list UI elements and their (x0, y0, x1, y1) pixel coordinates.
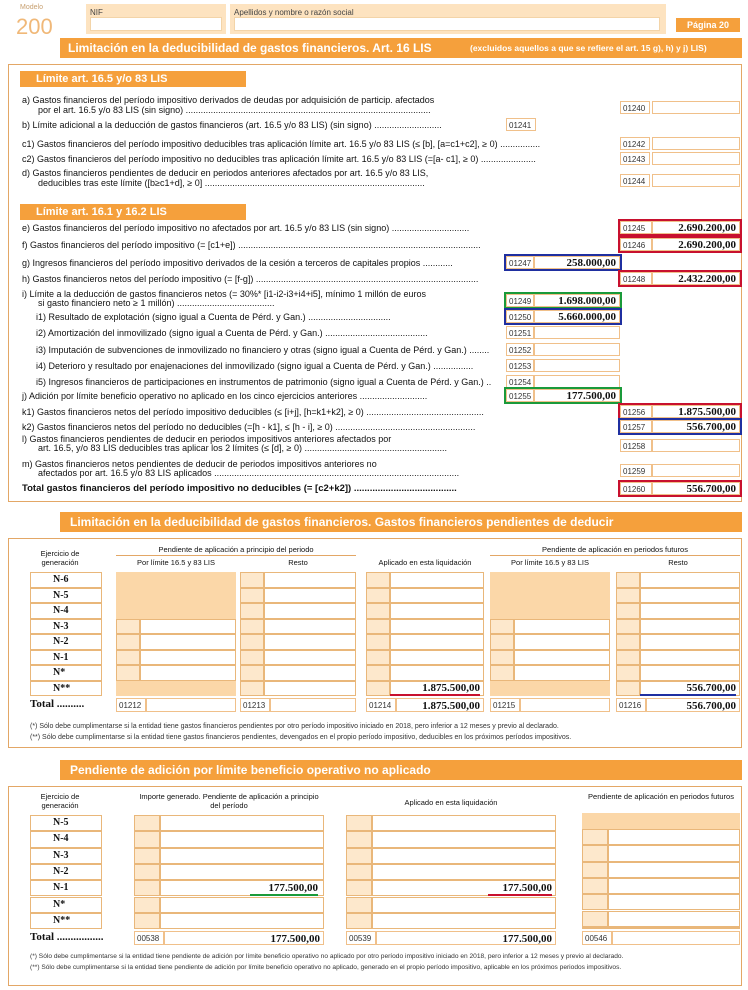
row-strip (490, 603, 514, 619)
amount-cell[interactable] (264, 634, 356, 650)
col-futuros-header: Pendiente de aplicación en periodos futuros (588, 792, 734, 801)
shaded-header (582, 813, 740, 829)
row-strip (366, 634, 390, 650)
amount-cell[interactable] (640, 634, 740, 650)
amount-field[interactable] (652, 152, 740, 165)
total-code: 00546 (582, 931, 612, 945)
amount-cell[interactable] (514, 572, 610, 588)
row-strip (240, 588, 264, 604)
amount-cell[interactable] (640, 619, 740, 635)
row-strip (582, 911, 608, 927)
field-code: 01254 (506, 375, 534, 388)
n1-aplicado-value: 177.500,00 (488, 880, 552, 896)
amount-cell[interactable] (140, 634, 236, 650)
row-strip (240, 665, 264, 681)
row-strip (616, 619, 640, 635)
amount-cell[interactable] (264, 681, 356, 697)
row-strip (582, 862, 608, 878)
col-importe-header: Importe generado. Pendiente de aplicación a principio del período (139, 792, 319, 810)
sub2-row-label: i5) Ingresos financieros de participaciones en instrumentos de patrimonio (signo igual a Cuenta de Pérd. y Gan.) .. (36, 377, 492, 387)
group2-rule (490, 555, 740, 556)
col-limite1-header: Por límite 16.5 y 83 LIS (137, 558, 215, 567)
sub1-row-label: d) Gastos financieros pendientes de deducir en periodos anteriores afectados por art. 16.5 y/o 83 LIS, (22, 168, 429, 178)
sub1-row-label: b) Límite adicional a la deducción de gastos financieros (art. 16.5 y/o 83 LIS) (sin signo) ........................... (22, 120, 442, 130)
amount-cell[interactable] (390, 634, 484, 650)
amount-field[interactable] (652, 137, 740, 150)
total-amount[interactable]: 1.875.500,00 (396, 698, 484, 712)
row-strip (346, 864, 372, 880)
group1-rule (116, 555, 356, 556)
field-code: 01251 (506, 326, 534, 339)
total-code: 01214 (366, 698, 396, 712)
sub2-row-label-cont: afectados por art. 16.5 y/o 83 LIS aplicados .................................................................................................. (38, 468, 460, 478)
section1-title-bar (60, 38, 742, 58)
amount-field[interactable]: 2.432.200,00 (652, 272, 740, 285)
sub2-row-label: k2) Gastos financieros netos del período no deducibles (=[h - k1], ≤ [h - i], ≥ 0) ........................................................ (22, 422, 476, 432)
field-code: 01256 (620, 405, 652, 418)
amount-cell[interactable] (608, 878, 740, 894)
sub2-row-label: h) Gastos financieros netos del período impositivo (= [f-g]) ......................................................................................... (22, 274, 479, 284)
amount-cell[interactable] (140, 619, 236, 635)
sub2-row-label: i2) Amortización del inmovilizado (signo igual a Cuenta de Pérd. y Gan.) ......................................... (36, 328, 428, 338)
amount-field[interactable]: 556.700,00 (652, 482, 740, 495)
section2-note1: (*) Sólo debe cumplimentarse si la entidad tiene gastos financieros pendientes por otro período impositivo iniciado en 2018, pero inferior a 12 meses y previo al declarado. (30, 723, 559, 730)
row-strip (134, 913, 160, 929)
row-strip (346, 815, 372, 831)
field-code: 01248 (620, 272, 652, 285)
amount-field[interactable] (534, 375, 620, 388)
col-limite2-header: Por límite 16.5 y 83 LIS (511, 558, 589, 567)
row-strip (116, 634, 140, 650)
amount-field[interactable] (534, 326, 620, 339)
amount-cell[interactable] (640, 572, 740, 588)
row-strip (582, 878, 608, 894)
amount-field[interactable]: 258.000,00 (534, 256, 620, 269)
amount-cell[interactable] (390, 572, 484, 588)
amount-cell[interactable] (390, 588, 484, 604)
row-strip (116, 650, 140, 666)
row-strip (346, 913, 372, 929)
row-strip (116, 572, 140, 588)
field-code: 01243 (620, 152, 650, 165)
section3-note1: (*) Sólo debe cumplimentarse si la entidad tiene pendiente de adición por límite beneficio operativo no aplicado por otro período impositivo iniciado en 2018, pero inferior a 12 meses y previo al declarado. (30, 953, 624, 960)
amount-cell[interactable] (264, 603, 356, 619)
total-code: 01215 (490, 698, 520, 712)
field-code: 01260 (620, 482, 652, 495)
row-strip (346, 880, 372, 896)
col-resto2-header: Resto (668, 558, 688, 567)
year-label: N-6 (30, 572, 102, 588)
sub2-row-label: i3) Imputación de subvenciones de inmovilizado no financiero y otras (signo igual a Cuenta de Pérd. y Gan.) ........ (36, 345, 490, 355)
year-label: N** (30, 681, 102, 697)
amount-cell[interactable] (608, 927, 740, 929)
col-ejercicio-header: Ejercicio de generación (40, 549, 80, 567)
amount-cell[interactable] (390, 619, 484, 635)
row-strip (616, 650, 640, 666)
total-code: 00538 (134, 931, 164, 945)
row-strip (240, 634, 264, 650)
sub1-row-label: a) Gastos financieros del período impositivo derivados de deudas por adquisición de particip. afectados (22, 95, 435, 105)
page-label: Página 20 (676, 18, 740, 32)
field-code: 01247 (506, 256, 534, 269)
sub2-row-label: m) Gastos financieros netos pendientes de deducir de periodos impositivos anteriores no (22, 459, 377, 469)
amount-cell[interactable] (140, 665, 236, 681)
row-strip (616, 681, 640, 697)
amount-field[interactable]: 1.875.500,00 (652, 405, 740, 418)
amount-cell[interactable] (140, 572, 236, 588)
amount-field[interactable] (652, 439, 740, 452)
n1-importe-value: 177.500,00 (250, 880, 318, 896)
total-label: Total .......... (30, 698, 85, 710)
year-label: N* (30, 897, 102, 913)
amount-field[interactable] (534, 359, 620, 372)
amount-cell[interactable] (140, 650, 236, 666)
row-strip (490, 572, 514, 588)
sub2-row-label: k1) Gastos financieros netos del período impositivo deducibles (≤ [i+j], [h=k1+k2], ≥ 0) ............................................... (22, 407, 484, 417)
amount-cell[interactable] (514, 619, 610, 635)
year-label: N-4 (30, 603, 102, 619)
row-strip (366, 650, 390, 666)
total-amount[interactable] (146, 698, 236, 712)
total-code: 01212 (116, 698, 146, 712)
amount-cell[interactable] (608, 894, 740, 910)
row-strip (616, 572, 640, 588)
amount-cell[interactable] (372, 897, 556, 913)
row-strip (240, 681, 264, 697)
nstar2-aplicado-value: 1.875.500,00 (390, 681, 480, 697)
row-strip (366, 572, 390, 588)
total-amount[interactable]: 556.700,00 (646, 698, 740, 712)
col-aplicado-header: Aplicado en esta liquidación (404, 798, 498, 807)
sub2-title: Límite art. 16.1 y 16.2 LIS (20, 204, 246, 220)
sub1-row-label-cont: por el art. 16.5 y/o 83 LIS (sin signo) .................................................................................................. (38, 105, 431, 115)
amount-cell[interactable] (390, 603, 484, 619)
amount-field[interactable]: 2.690.200,00 (652, 221, 740, 234)
section1-title-note: (excluidos aquellos a que se refiere el art. 15 g), h) y j) LIS) (470, 43, 707, 53)
row-strip (346, 831, 372, 847)
amount-cell[interactable] (640, 588, 740, 604)
row-strip (134, 848, 160, 864)
sub2-row-label: i1) Resultado de explotación (signo igual a Cuenta de Pérd. y Gan.) ................................. (36, 312, 391, 322)
amount-cell[interactable] (372, 848, 556, 864)
amount-cell[interactable] (140, 588, 236, 604)
sub2-row-label: g) Ingresos financieros del período impositivo derivados de la cesión a terceros de capitales propios ............ (22, 258, 453, 268)
sub1-row-label: c1) Gastos financieros del período impositivo deducibles tras aplicación límite art. 16.5 y/o 83 LIS (≤ [b], [a=c1+c2], ≥ 0) ................ (22, 139, 541, 149)
row-strip (616, 665, 640, 681)
field-code: 01241 (506, 118, 536, 131)
amount-field[interactable] (534, 343, 620, 356)
section2-title: Limitación en la deducibilidad de gastos financieros. Gastos financieros pendientes de deducir (60, 512, 742, 532)
row-strip (116, 603, 140, 619)
field-code: 01242 (620, 137, 650, 150)
name-label: Apellidos y nombre o razón social (234, 8, 354, 17)
row-strip (116, 588, 140, 604)
amount-field[interactable] (652, 174, 740, 187)
col-aplicado-header: Aplicado en esta liquidación (378, 558, 472, 567)
row-strip (366, 681, 390, 697)
sub2-row-label: i) Límite a la deducción de gastos financieros netos (= 30%* [i1-i2-i3+i4+i5], mínimo 1 millón de euros (22, 289, 426, 299)
amount-cell[interactable] (140, 681, 236, 697)
amount-field[interactable]: 5.660.000,00 (534, 310, 620, 323)
sub2-row-label: e) Gastos financieros del período impositivo no afectados por art. 16.5 y/o 83 LIS (sin signo) ............................... (22, 223, 470, 233)
amount-cell[interactable] (140, 603, 236, 619)
field-code: 01245 (620, 221, 652, 234)
field-code: 01258 (620, 439, 652, 452)
group1-header: Pendiente de aplicación a principio del periodo (158, 545, 314, 554)
row-strip (134, 864, 160, 880)
amount-cell[interactable] (160, 913, 324, 929)
year-label: N-2 (30, 864, 102, 880)
amount-cell[interactable] (372, 864, 556, 880)
row-strip (240, 619, 264, 635)
nif-label: NIF (90, 8, 103, 17)
col-resto1-header: Resto (288, 558, 308, 567)
row-strip (134, 831, 160, 847)
row-strip (346, 848, 372, 864)
name-field[interactable] (234, 17, 660, 31)
row-strip (366, 619, 390, 635)
amount-cell[interactable] (640, 650, 740, 666)
sub1-title: Límite art. 16.5 y/o 83 LIS (20, 71, 246, 87)
amount-cell[interactable] (264, 572, 356, 588)
row-strip (490, 588, 514, 604)
row-strip (490, 681, 514, 697)
amount-cell[interactable] (514, 588, 610, 604)
year-label: N** (30, 913, 102, 929)
total-label: Total ................. (30, 931, 104, 944)
row-strip (366, 588, 390, 604)
amount-cell[interactable] (640, 665, 740, 681)
year-label: N-1 (30, 650, 102, 666)
amount-cell[interactable] (514, 634, 610, 650)
row-strip (616, 603, 640, 619)
total-amount[interactable] (612, 931, 740, 945)
row-strip (366, 603, 390, 619)
amount-field[interactable]: 177.500,00 (534, 389, 620, 402)
section1-title: Limitación en la deducibilidad de gastos financieros. Art. 16 LIS (68, 41, 432, 55)
row-strip (116, 619, 140, 635)
row-strip (134, 880, 160, 896)
row-strip (134, 815, 160, 831)
amount-field[interactable] (652, 464, 740, 477)
row-strip (134, 897, 160, 913)
row-strip (490, 650, 514, 666)
row-strip (240, 603, 264, 619)
amount-cell[interactable] (372, 831, 556, 847)
section2-note2: (**) Sólo debe cumplimentarse si la entidad tiene gastos financieros pendientes, devengados en el propio período impositivo, deducibles en los próximos períodos impositivos. (30, 734, 572, 741)
total-amount[interactable] (520, 698, 610, 712)
field-code: 01252 (506, 343, 534, 356)
amount-cell[interactable] (372, 815, 556, 831)
amount-cell[interactable] (160, 864, 324, 880)
amount-cell[interactable] (608, 911, 740, 927)
total-amount[interactable] (270, 698, 356, 712)
field-code: 01250 (506, 310, 534, 323)
amount-cell[interactable] (608, 862, 740, 878)
amount-cell[interactable] (160, 897, 324, 913)
amount-cell[interactable] (264, 588, 356, 604)
amount-cell[interactable] (514, 665, 610, 681)
amount-cell[interactable] (160, 831, 324, 847)
sub2-row-label: i4) Deterioro y resultado por enajenaciones del inmovilizado (signo igual a Cuenta de Pérd. y Gan.) ................ (36, 361, 474, 371)
amount-cell[interactable] (264, 619, 356, 635)
total-code: 00539 (346, 931, 376, 945)
row-strip (346, 897, 372, 913)
group2-header: Pendiente de aplicación en periodos futuros (542, 545, 688, 554)
total-code: 01213 (240, 698, 270, 712)
col-ejercicio-header: Ejercicio de generación (40, 792, 80, 810)
field-code: 01240 (620, 101, 650, 114)
total-row-label: Total gastos financieros del período impositivo no deducibles (= [c2+k2]) ....................................... (22, 483, 457, 494)
modelo-label: Modelo (20, 4, 43, 11)
modelo-number: 200 (16, 14, 53, 39)
field-code: 01249 (506, 294, 534, 307)
field-code: 01259 (620, 464, 652, 477)
row-strip (582, 829, 608, 845)
amount-field[interactable]: 2.690.200,00 (652, 238, 740, 251)
row-strip (616, 634, 640, 650)
amount-cell[interactable] (264, 650, 356, 666)
field-code: 01246 (620, 238, 652, 251)
year-label: N-4 (30, 831, 102, 847)
amount-cell[interactable] (608, 829, 740, 845)
year-label: N-1 (30, 880, 102, 896)
amount-cell[interactable] (160, 815, 324, 831)
row-strip (240, 650, 264, 666)
amount-cell[interactable] (514, 681, 610, 697)
amount-field[interactable]: 556.700,00 (652, 420, 740, 433)
field-code: 01255 (506, 389, 534, 402)
amount-cell[interactable] (390, 665, 484, 681)
sub2-row-label: f) Gastos financieros del período impositivo (= [c1+e]) ................................................................................................. (22, 240, 481, 250)
year-label: N* (30, 665, 102, 681)
field-code: 01253 (506, 359, 534, 372)
year-label: N-3 (30, 619, 102, 635)
sub2-row-label: j) Adición por límite beneficio operativo no aplicado en los cinco ejercicios anteriores ........................... (22, 391, 428, 401)
sub2-row-label-cont: si gasto financiero neto ≥ 1 millón) ....................................... (38, 298, 275, 308)
section3-note2: (**) Sólo debe cumplimentarse si la entidad tiene pendiente de adición por límite beneficio operativo no aplicado, generado en el propio período impositivo, aplicable en los próximos periodos impositivos. (30, 964, 622, 971)
amount-cell[interactable] (372, 913, 556, 929)
row-strip (582, 845, 608, 861)
sub2-row-label-cont: art. 16.5, y/o 83 LIS deducibles tras aplicar los 2 límites (≤ [d], ≥ 0) ......................................................... (38, 443, 448, 453)
sub1-row-label-cont: deducibles tras este límite ([b≥c1+d], ≥ 0] ........................................................................................ (38, 178, 425, 188)
row-strip (582, 894, 608, 910)
row-strip (490, 634, 514, 650)
amount-cell[interactable] (608, 845, 740, 861)
sub1-row-label: c2) Gastos financieros del período impositivo no deducibles tras aplicación límite art. 16.5 y/o 83 LIS (=[a- c1], ≥ 0) ...................... (22, 154, 536, 164)
amount-cell[interactable] (514, 650, 610, 666)
row-strip (116, 665, 140, 681)
row-strip (616, 588, 640, 604)
total-amount[interactable]: 177.500,00 (376, 931, 556, 945)
amount-cell[interactable] (160, 848, 324, 864)
amount-cell[interactable] (514, 603, 610, 619)
row-strip (490, 619, 514, 635)
total-code: 01216 (616, 698, 646, 712)
row-strip (366, 665, 390, 681)
nif-field[interactable] (90, 17, 222, 31)
row-strip (116, 681, 140, 697)
year-label: N-5 (30, 588, 102, 604)
year-label: N-2 (30, 634, 102, 650)
year-label: N-3 (30, 848, 102, 864)
row-strip (240, 572, 264, 588)
section3-title: Pendiente de adición por límite beneficio operativo no aplicado (60, 760, 742, 780)
nstar2-resto2-value: 556.700,00 (640, 681, 736, 697)
amount-field[interactable] (652, 101, 740, 114)
sub2-row-label: l) Gastos financieros pendientes de deducir en periodos impositivos anteriores afectados por (22, 434, 392, 444)
amount-cell[interactable] (640, 603, 740, 619)
year-label: N-5 (30, 815, 102, 831)
field-code: 01257 (620, 420, 652, 433)
row-strip (582, 927, 608, 929)
row-strip (490, 665, 514, 681)
amount-cell[interactable] (264, 665, 356, 681)
amount-cell[interactable] (390, 650, 484, 666)
field-code: 01244 (620, 174, 650, 187)
amount-field[interactable]: 1.698.000,00 (534, 294, 620, 307)
total-amount[interactable]: 177.500,00 (164, 931, 324, 945)
